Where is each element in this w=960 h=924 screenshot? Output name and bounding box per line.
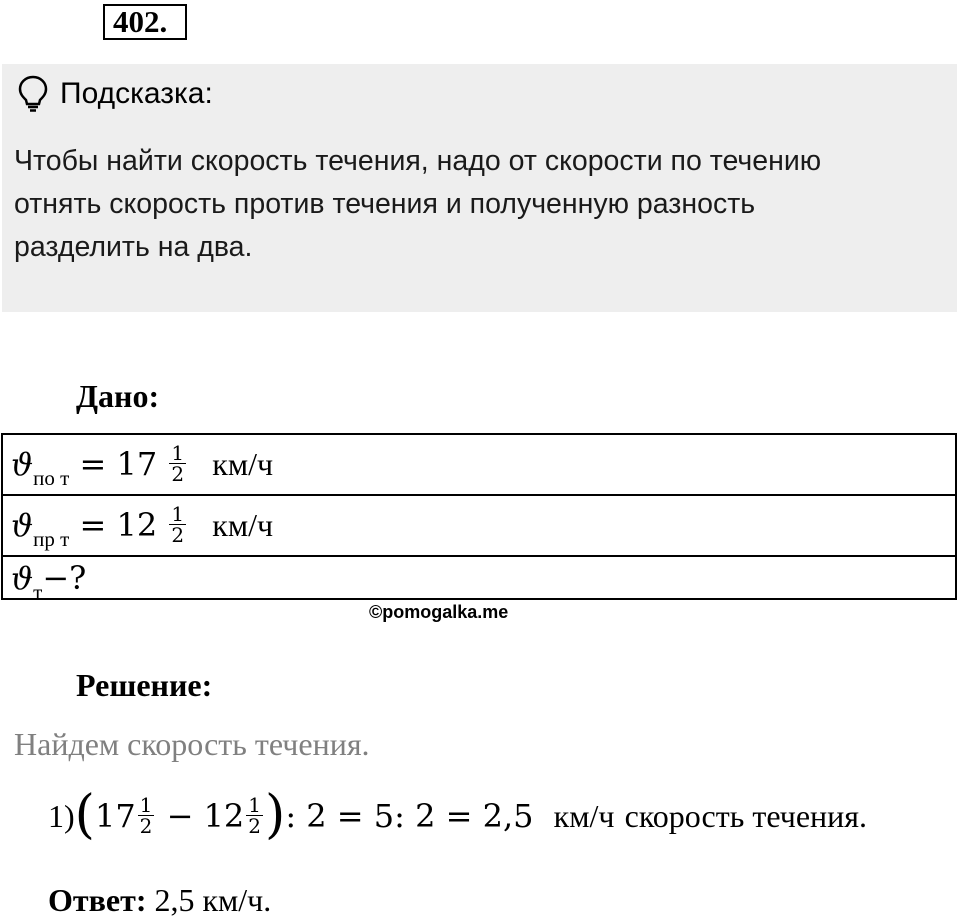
unit: км/ч [212,507,274,543]
answer [48,880,271,920]
subscript: по т [33,466,70,490]
lightbulb-icon [18,75,48,113]
hint-line: разделить на два. [14,231,253,263]
hint-title: Подсказка: [60,77,213,110]
subscript: т [33,580,43,604]
given-table [1,433,957,604]
task-number: 402. [103,4,187,40]
hint-text [14,140,949,269]
unit: км/ч [212,446,274,482]
number: 17 [94,797,136,835]
solution-title: Решение: [76,667,213,703]
velocity-symbol: ϑ [11,508,34,544]
close-paren: ) [265,784,286,845]
number: 12 [203,797,245,835]
watermark: ©pomogalka.me [369,602,509,622]
given-row [3,557,955,604]
hint-line: отнять скорость против течения и полученную разность [14,188,756,220]
given-row [3,435,955,496]
computation: : 2 = 5: 2 = 2,5 [285,797,534,835]
fraction: $\frac{1}{2}$ [248,793,262,838]
velocity-symbol: ϑ [11,447,34,483]
given-title: Дано: [76,378,160,414]
fraction: $\frac{1}{2}$ [139,793,153,838]
step-text: скорость течения. [624,798,867,834]
equation-value: = 12 [69,506,158,544]
equation-value: −? [42,559,87,597]
step-index: 1) [48,798,75,834]
answer-label: Ответ: [48,882,147,918]
unit: км/ч [553,798,615,834]
given-row [3,496,955,557]
answer-value: 2,5 км/ч. [154,882,272,918]
minus-sign: − [156,797,204,835]
fraction: $\frac{1}{2}$ [171,441,185,486]
fraction: $\frac{1}{2}$ [171,502,185,547]
subscript: пр т [33,527,70,551]
hint-line: Чтобы найти скорость течения, надо от скорости по течению [14,145,822,177]
solution-intro: Найдем скорость течения. [14,726,370,762]
solution-step [48,784,867,851]
open-paren: ( [74,784,95,845]
equation-value: = 17 [69,445,158,483]
velocity-symbol: ϑ [11,561,34,597]
